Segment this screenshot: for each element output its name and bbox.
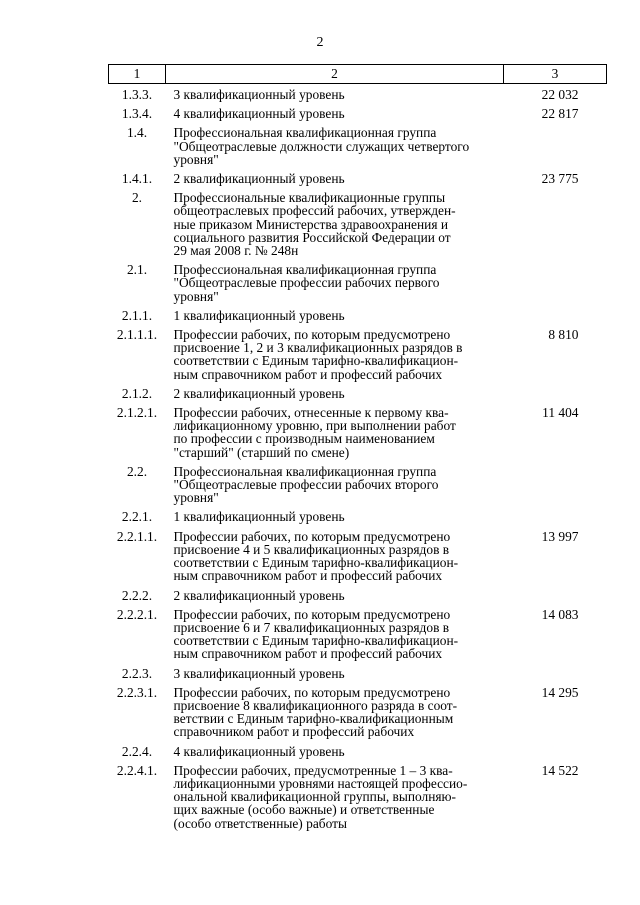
row-description [166,324,504,383]
description-line: "старший" (старший по смене) [173,444,350,460]
description-line: Профессии рабочих, по которым предусмотрено [173,528,451,544]
row-description [166,84,504,104]
table-row [109,383,607,402]
description-line: социального развития Российской Федерации от [173,229,451,245]
table-row [109,122,607,168]
description-line: лификационными уровнями настоящей профессио- [173,775,468,791]
row-description [166,741,504,760]
description-line: Профессии рабочих, отнесенные к первому ква- [173,405,449,421]
description-line: щих важные (особо важные) и ответственные [173,802,435,818]
row-value [504,122,607,168]
table-row [109,168,607,187]
row-number: 2.2. [126,463,148,479]
description-line: уровня" [173,151,219,167]
description-line: 3 квалификационный уровень [173,87,345,102]
row-value [504,663,607,682]
row-value [504,305,607,324]
table-row [109,103,607,122]
header-row [109,65,607,84]
row-description [166,604,504,663]
table-row [109,402,607,461]
row-value: 13 997 [541,528,579,544]
row-number: 2.2.2. [121,587,153,603]
row-number: 2. [131,190,143,206]
row-number: 2.2.4.1. [116,762,158,778]
table-row [109,305,607,324]
table-row [109,259,607,305]
description-line: "Общеотраслевые профессии рабочих второго [173,477,439,493]
row-number: 2.2.4. [121,743,153,759]
row-value: 22 032 [541,87,579,102]
description-line: 2 квалификационный уровень [173,171,345,187]
row-number: 2.2.3. [121,665,153,681]
description-line: 29 мая 2008 г. № 248н [173,243,299,259]
table-row [109,187,607,259]
description-line: 4 квалификационный уровень [173,743,345,759]
row-value: 14 083 [541,606,579,622]
row-description [166,187,504,259]
row-value [504,187,607,259]
row-description [166,103,504,122]
row-number: 1.3.3. [121,87,153,102]
row-value [504,585,607,604]
table-row [109,760,607,832]
row-value [504,383,607,402]
description-line: 2 квалификационный уровень [173,385,345,401]
header-col-3: 3 [504,65,607,84]
row-number: 1.4.1. [121,171,153,187]
description-line: уровня" [173,288,219,304]
description-line: "Общеотраслевые профессии рабочих первого [173,275,440,291]
table-row [109,585,607,604]
row-value [504,506,607,525]
description-line: 1 квалификационный уровень [173,509,345,525]
row-description [166,663,504,682]
row-value [504,259,607,305]
table-row [109,526,607,585]
description-line: ональной квалификационной группы, выполняю- [173,789,457,805]
description-line: уровня" [173,490,219,506]
page-number: 2 [316,35,324,50]
table-row [109,324,607,383]
description-line: Профессиональная квалификационная группа [173,262,437,278]
row-description [166,168,504,187]
row-description [166,760,504,832]
row-value: 14 295 [541,684,579,700]
description-line: Профессии рабочих, предусмотренные 1 – 3 ква- [173,762,453,778]
row-number: 2.1.2.1. [116,405,158,421]
description-line: 2 квалификационный уровень [173,587,345,603]
row-number: 2.1.1.1. [116,327,158,343]
row-value: 22 817 [541,106,579,122]
header-col-1: 1 [109,65,166,84]
table-row [109,461,607,507]
row-number: 2.2.1.1. [116,528,158,544]
description-line: присвоение 8 квалификационного разряда в соот- [173,697,458,713]
description-line: Профессиональные квалификационные группы [173,190,446,206]
description-line: ным справочником работ и профессий рабочих [173,568,443,584]
row-number: 2.1.2. [121,385,153,401]
row-value: 11 404 [542,405,579,421]
description-line: ветствии с Единым тарифно-квалификационным [173,711,454,727]
description-line: справочником работ и профессий рабочих [173,724,415,740]
qualification-table [108,64,607,832]
table-header [109,65,607,84]
description-line: общеотраслевых профессий рабочих, утвержден- [173,203,456,219]
row-number: 2.2.1. [121,509,153,525]
table-body [109,84,607,832]
description-line: Профессии рабочих, по которым предусмотрено [173,684,451,700]
row-description [166,585,504,604]
table-row [109,741,607,760]
description-line: присвоение 4 и 5 квалификационных разрядов в [173,541,450,557]
description-line: соответствии с Единым тарифно-квалификацион- [173,633,459,649]
table-row [109,506,607,525]
description-line: соответствии с Единым тарифно-квалификацион- [173,555,459,571]
description-line: соответствии с Единым тарифно-квалификацион- [173,353,459,369]
header-col-2: 2 [166,65,504,84]
description-line: ные приказом Министерства здравоохранения и [173,216,449,232]
row-number: 1.4. [126,125,148,141]
row-description [166,122,504,168]
table-row [109,663,607,682]
row-number: 2.2.2.1. [116,606,158,622]
row-number: 2.1.1. [121,307,153,323]
row-value: 14 522 [541,762,579,778]
description-line: присвоение 1, 2 и 3 квалификационных разрядов в [173,340,463,356]
description-line: Профессии рабочих, по которым предусмотрено [173,606,451,622]
description-line: присвоение 6 и 7 квалификационных разрядов в [173,619,450,635]
row-description [166,506,504,525]
description-line: Профессии рабочих, по которым предусмотрено [173,327,451,343]
description-line: Профессиональная квалификационная группа [173,463,437,479]
table-row [109,682,607,741]
description-line: ным справочником работ и профессий рабочих [173,366,443,382]
table-row [109,604,607,663]
row-description [166,383,504,402]
row-description [166,461,504,507]
table-row [109,84,607,104]
description-line: 1 квалификационный уровень [173,307,345,323]
description-line: по профессии с производным наименованием [173,431,435,447]
row-value: 23 775 [541,171,579,187]
row-value [504,741,607,760]
description-line: лификационному уровню, при выполнении работ [173,418,456,434]
row-number: 2.2.3.1. [116,684,158,700]
description-line: (особо ответственные) работы [173,815,347,831]
row-description [166,402,504,461]
description-line: Профессиональная квалификационная группа [173,125,437,141]
row-number: 1.3.4. [121,106,153,122]
description-line: ным справочником работ и профессий рабочих [173,646,443,662]
row-description [166,259,504,305]
row-value [504,461,607,507]
row-description [166,526,504,585]
row-description [166,682,504,741]
row-description [166,305,504,324]
row-value: 8 810 [548,327,579,343]
row-number: 2.1. [126,262,148,278]
description-line: 3 квалификационный уровень [173,665,345,681]
description-line: 4 квалификационный уровень [173,106,345,122]
description-line: "Общеотраслевые должности служащих четвертого [173,138,470,154]
